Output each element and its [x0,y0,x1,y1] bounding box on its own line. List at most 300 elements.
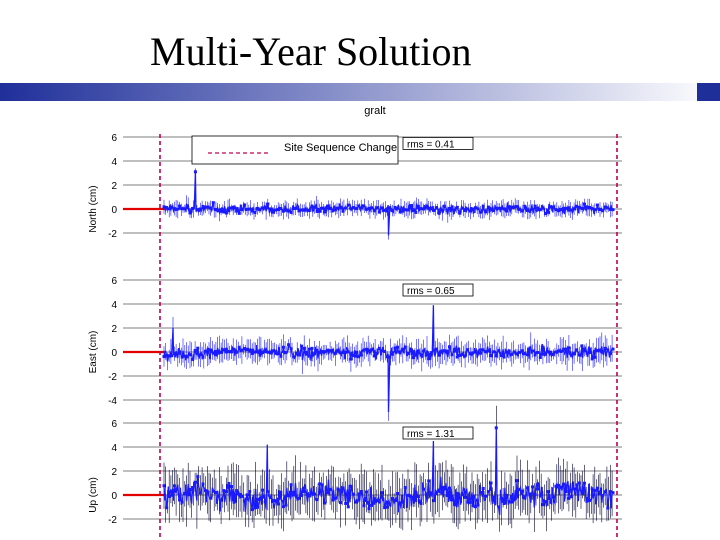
data-point [365,490,368,493]
data-point [360,206,363,209]
data-point [567,206,570,209]
data-point [209,497,212,500]
data-point [212,352,215,355]
data-point [391,497,394,500]
data-point [528,346,531,349]
data-point [235,489,238,492]
data-point [173,484,176,487]
data-point [357,355,360,358]
data-point [554,208,557,211]
data-point [401,210,404,213]
tick-label: 6 [111,419,117,430]
data-point [593,356,596,359]
data-point [240,208,243,211]
data-point [313,206,316,209]
data-point [419,353,422,356]
slide-title: Multi-Year Solution [150,29,472,74]
data-point [196,208,199,211]
data-point [601,351,604,354]
data-point [422,349,425,352]
data-point [570,354,573,357]
data-point [518,488,521,491]
data-point [510,206,513,209]
data-point [168,354,171,357]
data-point [188,353,191,356]
data-point [445,350,448,353]
data-point [344,207,347,210]
chart-site-name: gralt [364,105,386,117]
data-point [297,353,300,356]
data-point [248,208,251,211]
data-point [313,493,316,496]
data-point [339,351,342,354]
data-point [331,349,334,352]
data-point [479,352,482,355]
data-point [168,207,171,210]
tick-label: 6 [111,276,117,287]
data-point [448,487,451,490]
data-point [259,497,262,500]
data-point [297,209,300,212]
data-point [347,350,350,353]
data-point [526,209,529,212]
data-point [349,207,352,210]
data-point [204,206,207,209]
data-point [393,347,396,350]
data-point [279,355,282,358]
data-point [432,209,435,212]
data-point [502,502,505,505]
data-point [430,491,433,494]
data-point [477,504,480,507]
data-point [404,486,407,489]
data-point [466,348,469,351]
data-point [178,205,181,208]
data-point [495,207,498,210]
data-point [388,206,391,209]
data-point [352,206,355,209]
data-point [269,351,272,354]
data-point [183,207,186,210]
data-point [412,356,415,359]
data-point [586,497,589,500]
data-point [274,499,277,502]
data-point [536,351,539,354]
data-point [381,206,384,209]
data-point [466,208,469,211]
data-point [194,349,197,352]
data-point [256,498,259,501]
data-point [331,209,334,212]
data-point [612,208,615,211]
data-point [186,206,189,209]
data-point [596,349,599,352]
data-point [573,487,576,490]
data-point [505,209,508,212]
data-point [201,205,204,208]
y-axis-label: East (cm) [88,330,99,374]
data-point [349,358,352,361]
data-point [368,507,371,510]
tick-label: 4 [111,157,117,168]
data-point [443,486,446,489]
data-point [427,357,430,360]
data-point [230,350,233,353]
data-point [336,350,339,353]
data-point [303,209,306,212]
data-point [339,206,342,209]
data-point [570,495,573,498]
data-point [214,491,217,494]
data-point [406,208,409,211]
data-point [604,205,607,208]
data-point [344,351,347,354]
data-point [355,207,358,210]
data-point [199,353,202,356]
data-point [201,483,204,486]
data-point [596,204,599,207]
data-point [191,358,194,361]
data-point [342,351,345,354]
data-point [422,488,425,491]
data-point [207,491,210,494]
gps-time-series-chart [0,100,720,540]
data-point [396,492,399,495]
data-point [484,350,487,353]
data-point [588,351,591,354]
data-point [458,212,461,215]
data-point [321,207,324,210]
data-point [360,354,363,357]
data-point [181,501,184,504]
data-point [183,492,186,495]
data-point [287,494,290,497]
data-point [173,352,176,355]
data-point [547,211,550,214]
data-point [240,349,243,352]
data-point [500,354,503,357]
data-point [464,209,467,212]
data-point [264,350,267,353]
data-point [235,351,238,354]
data-point [534,205,537,208]
data-point [541,503,544,506]
data-point [318,482,321,485]
data-point [277,352,280,355]
data-point [557,349,560,352]
data-point [406,494,409,497]
data-point [399,211,402,214]
tick-label: 0 [111,348,117,359]
data-point [290,211,293,214]
data-point [266,490,269,493]
data-point [500,207,503,210]
data-point [552,496,555,499]
data-point [583,203,586,206]
data-point [477,207,480,210]
data-point [163,484,166,487]
data-point [554,485,557,488]
data-point [212,490,215,493]
data-point [305,493,308,496]
legend-label: Site Sequence Change [284,142,398,154]
data-point [567,497,570,500]
data-point [251,210,254,213]
data-point [396,207,399,210]
data-point [523,352,526,355]
data-point [310,347,313,350]
tick-label: 4 [111,300,117,311]
data-point [355,501,358,504]
data-point [362,504,365,507]
data-point [253,351,256,354]
data-point [186,355,189,358]
data-point [225,348,228,351]
data-point [334,497,337,500]
data-point [461,493,464,496]
data-point [464,354,467,357]
data-point [469,210,472,213]
data-point [163,355,166,358]
data-point [495,354,498,357]
data-point [482,348,485,351]
data-point [440,209,443,212]
data-point [599,492,602,495]
data-point [573,352,576,355]
data-point [256,350,259,353]
data-point [287,210,290,213]
data-point [355,355,358,358]
data-point [362,348,365,351]
data-point [295,207,298,210]
data-point [300,208,303,211]
data-point [165,206,168,209]
data-point [606,206,609,209]
data-point [432,499,435,502]
data-point [313,352,316,355]
tick-label: 0 [111,491,117,502]
data-point [388,503,391,506]
data-point [409,348,412,351]
data-point [284,209,287,212]
data-point [474,351,477,354]
data-point [373,502,376,505]
data-point [264,500,267,503]
data-point [217,209,220,212]
data-point [539,356,542,359]
data-point [173,207,176,210]
data-point [609,208,612,211]
data-point [310,205,313,208]
data-point [458,354,461,357]
data-point [222,210,225,213]
data-point [336,207,339,210]
data-point [560,350,563,353]
tick-label: 2 [111,181,117,192]
data-point [570,208,573,211]
data-point [425,492,428,495]
data-point [207,348,210,351]
data-point [513,498,516,501]
data-point [445,494,448,497]
data-point [220,351,223,354]
data-point [490,208,493,211]
data-point [401,501,404,504]
data-point [391,209,394,212]
data-point [261,351,264,354]
data-point [248,350,251,353]
data-point [383,209,386,212]
data-point [381,349,384,352]
rms-label: rms = 1.31 [407,429,455,440]
data-point [593,489,596,492]
data-point [508,500,511,503]
y-axis-label: North (cm) [88,185,99,233]
data-point [435,492,438,495]
data-point [269,496,272,499]
data-point [168,495,171,498]
data-point [238,346,241,349]
data-point [443,349,446,352]
data-point [175,208,178,211]
data-point [513,206,516,209]
data-point [541,207,544,210]
data-point [406,352,409,355]
data-point [269,208,272,211]
data-point [544,500,547,503]
data-point [375,352,378,355]
data-point [580,344,583,347]
data-point [464,496,467,499]
data-point [222,348,225,351]
data-point [586,205,589,208]
data-point [565,207,568,210]
data-point [502,356,505,359]
data-point [365,348,368,351]
data-point [209,207,212,210]
data-point [451,353,454,356]
data-point [199,491,202,494]
data-point [321,350,324,353]
data-point [227,482,230,485]
data-point [388,356,391,359]
data-point [552,353,555,356]
data-point [282,505,285,508]
data-point [318,210,321,213]
data-point [586,352,589,355]
data-point [297,497,300,500]
data-point [557,209,560,212]
data-point [606,507,609,510]
panel-2 [88,406,622,540]
data-point [575,348,578,351]
data-point [261,207,264,210]
data-point [396,346,399,349]
data-point [357,204,360,207]
data-point [274,209,277,212]
data-point [567,346,570,349]
data-point [175,353,178,356]
data-point [188,488,191,491]
data-point [386,210,389,213]
data-point [539,208,542,211]
rms-label: rms = 0.41 [407,139,455,151]
tick-label: 0 [111,205,117,216]
data-point [578,354,581,357]
data-point [253,506,256,509]
data-point [399,351,402,354]
data-point [490,354,493,357]
data-point [479,491,482,494]
data-point [165,354,168,357]
data-point [495,426,498,429]
legend [192,136,398,164]
data-point [427,479,430,482]
data-point [438,212,441,215]
data-point [547,490,550,493]
data-point [323,350,326,353]
data-point [534,353,537,356]
data-point [583,349,586,352]
data-point [248,490,251,493]
data-point [331,499,334,502]
data-point [521,210,524,213]
data-point [349,485,352,488]
data-point [497,207,500,210]
data-point [303,347,306,350]
y-axis-label: Up (cm) [88,477,99,513]
data-point [549,205,552,208]
data-point [370,504,373,507]
data-point [508,349,511,352]
data-point [531,350,534,353]
data-point [502,207,505,210]
data-point [427,207,430,210]
data-point [515,479,518,482]
tick-label: -4 [108,396,117,407]
data-point [401,348,404,351]
data-point [194,481,197,484]
data-point [453,208,456,211]
data-point [310,492,313,495]
data-point [308,348,311,351]
data-point [554,350,557,353]
tick-label: 2 [111,467,117,478]
data-point [469,501,472,504]
data-point [347,204,350,207]
data-point [207,205,210,208]
data-point [562,483,565,486]
data-point [342,210,345,213]
tick-label: 6 [111,133,117,144]
data-point [609,490,612,493]
data-point [375,206,378,209]
data-point [227,350,230,353]
data-point [526,353,529,356]
data-point [456,356,459,359]
data-point [560,486,563,489]
data-point [383,350,386,353]
data-point [225,490,228,493]
data-point [326,349,329,352]
data-point [578,482,581,485]
data-point [272,349,275,352]
data-point [360,490,363,493]
data-point [414,354,417,357]
data-point [445,209,448,212]
data-point [227,209,230,212]
data-point [404,346,407,349]
